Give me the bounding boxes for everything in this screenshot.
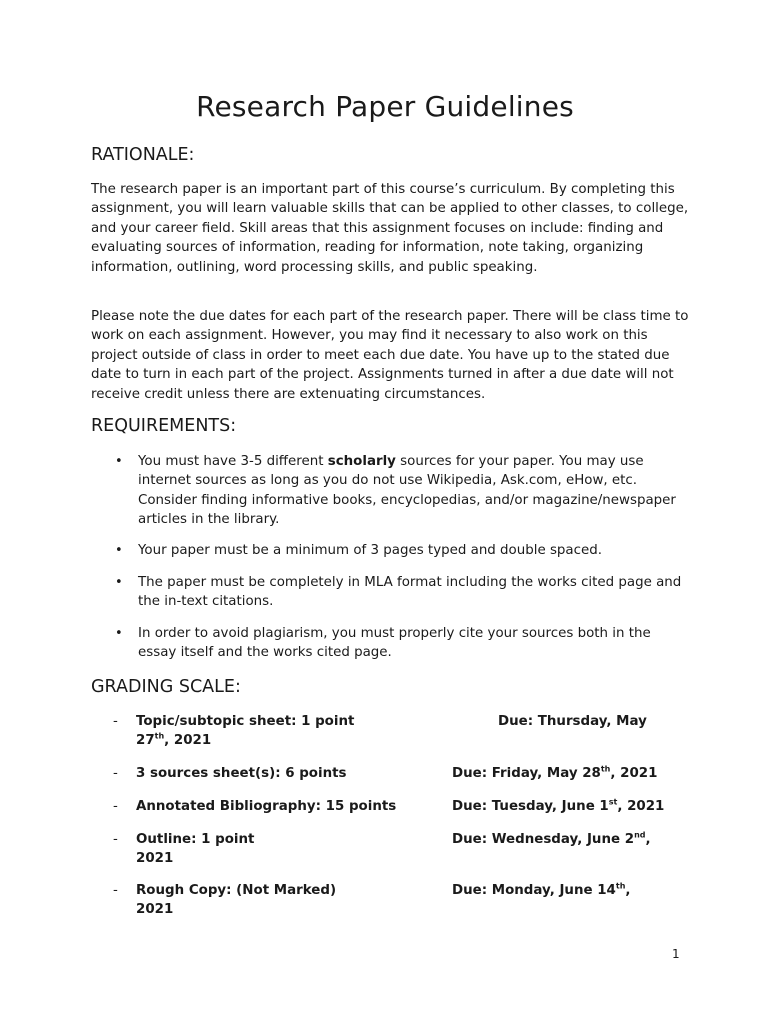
document-title: Research Paper Guidelines	[196, 90, 574, 123]
requirement-text: Your paper must be a minimum of 3 pages typed and double spaced.	[138, 543, 602, 558]
rationale-heading: RATIONALE:	[91, 145, 195, 165]
page-number: 1	[672, 947, 680, 961]
dash-marker: -	[113, 766, 118, 781]
dash-marker: -	[113, 883, 118, 898]
dash-marker: -	[113, 714, 118, 729]
requirement-item	[115, 452, 683, 530]
grading-due-continuation: 2021	[136, 902, 174, 918]
bullet-icon: •	[115, 454, 123, 469]
grading-item: Topic/subtopic sheet: 1 point	[136, 714, 355, 729]
grading-due-date: Due: Tuesday, June 1st, 2021	[452, 797, 665, 814]
dash-marker: -	[113, 832, 118, 847]
requirement-item	[115, 541, 683, 560]
emphasis-scholarly: scholarly	[327, 454, 396, 469]
bullet-icon: •	[115, 626, 123, 641]
rationale-paragraph-2: Please note the due dates for each part of the research paper. There will be class time to work on each assignment. However, you may find it necessary to also work on this project outside of class in order to meet each due date. You have up to the stated due date to turn in each part of the project. Assignments turned in after a due date will not receive credit unless there are extenuating circumstances.	[91, 309, 689, 402]
dash-marker: -	[113, 799, 118, 814]
grading-due-continuation: 27th, 2021	[136, 731, 212, 749]
requirement-text: In order to avoid plagiarism, you must properly cite your sources both in the essay itself and the works cited page.	[138, 626, 651, 661]
grading-due-continuation: 2021	[136, 851, 174, 867]
requirement-item	[115, 624, 683, 663]
grading-due-date: Due: Monday, June 14th,	[452, 881, 631, 898]
bullet-icon: •	[115, 543, 123, 558]
requirement-text: The paper must be completely in MLA format including the works cited page and the in-text citations.	[138, 575, 682, 610]
grading-due-date: Due: Wednesday, June 2nd,	[452, 830, 651, 847]
grading-due-date: Due: Friday, May 28th, 2021	[452, 764, 658, 781]
requirement-text: You must have 3-5 different scholarly sources for your paper. You may use internet sources as long as you do not use Wikipedia, Ask.com, eHow, etc. Consider finding informative books, encyclopedias, and/or magazine/newspaper articles in the library.	[138, 454, 676, 528]
requirements-heading: REQUIREMENTS:	[91, 416, 237, 436]
grading-scale-heading: GRADING SCALE:	[91, 677, 241, 697]
grading-item: 3 sources sheet(s): 6 points	[136, 766, 347, 781]
rationale-paragraph-1: The research paper is an important part of this course’s curriculum. By completing this assignment, you will learn valuable skills that can be applied to other classes, to college, and your career field. Skill areas that this assignment focuses on include: finding and evaluating sources of information, reading for information, note taking, organizing information, outlining, word processing skills, and public speaking.	[91, 182, 689, 275]
grading-item: Rough Copy: (Not Marked)	[136, 883, 337, 898]
grading-item: Annotated Bibliography: 15 points	[136, 799, 397, 814]
bullet-icon: •	[115, 575, 123, 590]
grading-item: Outline: 1 point	[136, 832, 255, 847]
requirement-item	[115, 573, 683, 612]
grading-due-date: Due: Thursday, May	[498, 714, 647, 729]
